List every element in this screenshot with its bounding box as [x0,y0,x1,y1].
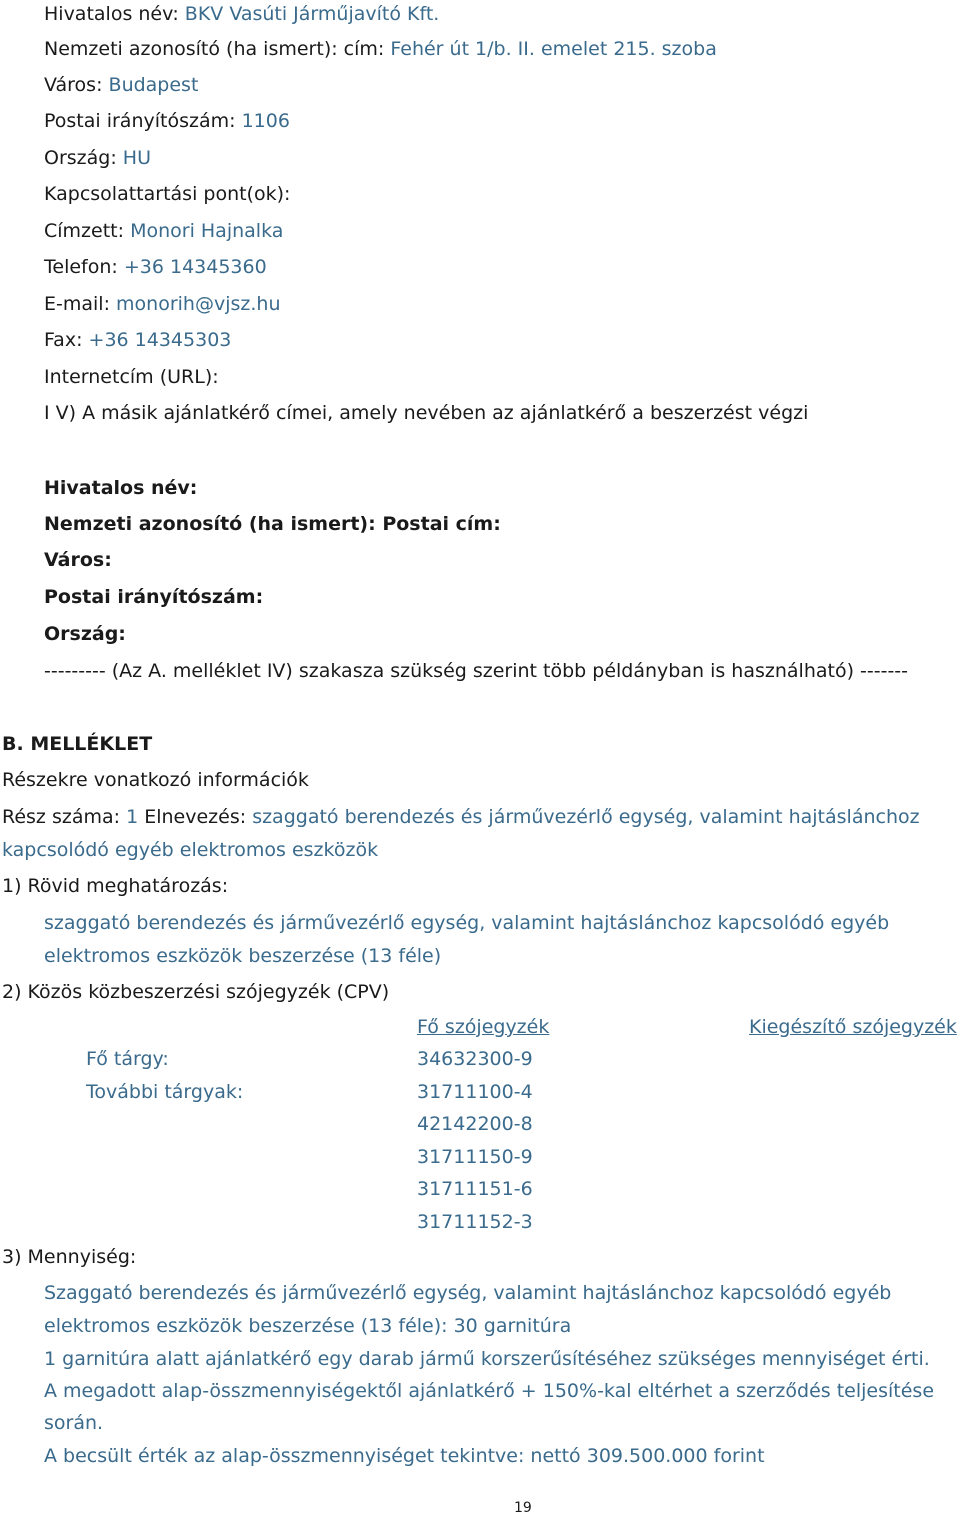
additional-code: 31711151-6 [417,1178,533,1200]
official-name-label: Hivatalos név: [44,3,179,25]
annex-b-title: B. MELLÉKLET [2,733,153,755]
short-description-label: 1) Rövid meghatározás: [2,875,229,897]
country-label: Ország: [44,147,117,169]
official-name-value: BKV Vasúti Járműjavító Kft. [184,3,440,25]
contact-points-label: Kapcsolattartási pont(ok): [44,183,291,205]
phone-value: +36 14345360 [123,256,267,278]
cpv-label: 2) Közös közbeszerzési szójegyzék (CPV) [2,981,390,1003]
part-number-row [2,805,920,829]
quantity-line-2: elektromos eszközök beszerzése (13 féle): 30 garnitúra [44,1315,572,1337]
national-id-row [44,37,717,61]
part-number-label: Rész száma: [2,806,121,828]
recipient-row [44,219,283,243]
section-iv-heading: I V) A másik ajánlatkérő címei, amely nevében az ajánlatkérő a beszerzést végzi [44,402,809,424]
quantity-line-4: A megadott alap-összmennyiségektől ajánlatkérő + 150%-kal eltérhet a szerződés teljesítése [44,1380,935,1402]
additional-code: 31711152-3 [417,1211,533,1233]
cpv-supplementary-header: Kiegészítő szójegyzék [749,1016,957,1038]
email-label: E-mail: [44,293,110,315]
email-value: monorih@vjsz.hu [116,293,281,315]
cpv-main-header: Fő szójegyzék [417,1016,550,1038]
postcode-row [44,109,290,133]
quantity-line-1: Szaggató berendezés és járművezérlő egység, valamint hajtáslánchoz kapcsolódó egyéb [44,1282,892,1304]
short-description-line-1: szaggató berendezés és járművezérlő egység, valamint hajtáslánchoz kapcsolódó egyéb [44,912,890,934]
annex-usage-note: --------- (Az A. melléklet IV) szakasza szükség szerint több példányban is használható) ------- [44,660,909,682]
fax-row [44,328,231,352]
other-official-name: Hivatalos név: [44,477,198,499]
fax-value: +36 14345303 [88,329,232,351]
part-name-value: szaggató berendezés és járművezérlő egység, valamint hajtáslánchoz [252,806,920,828]
quantity-label: 3) Mennyiség: [2,1246,137,1268]
quantity-line-5: során. [44,1412,104,1434]
recipient-label: Címzett: [44,220,125,242]
main-object-code: 34632300-9 [417,1048,533,1070]
main-object-label: Fő tárgy: [86,1048,169,1070]
fax-label: Fax: [44,329,83,351]
phone-row [44,255,267,279]
official-name-row [44,2,439,26]
quantity-line-6: A becsült érték az alap-összmennyiséget tekintve: nettó 309.500.000 forint [44,1445,765,1467]
other-postcode: Postai irányítószám: [44,586,264,608]
city-row [44,73,198,97]
recipient-value: Monori Hajnalka [130,220,284,242]
other-city: Város: [44,549,112,571]
postcode-label: Postai irányítószám: [44,110,236,132]
other-country: Ország: [44,623,126,645]
additional-code: 31711100-4 [417,1081,533,1103]
part-name-label: Elnevezés: [144,806,247,828]
quantity-line-3: 1 garnitúra alatt ajánlatkérő egy darab jármű korszerűsítéséhez szükséges mennyiséget érti. [44,1348,930,1370]
annex-b-subtitle: Részekre vonatkozó információk [2,769,309,791]
url-label: Internetcím (URL): [44,366,219,388]
email-row [44,292,280,316]
other-national-id: Nemzeti azonosító (ha ismert): Postai cím: [44,513,501,535]
country-row [44,146,151,170]
city-value: Budapest [108,74,199,96]
additional-code: 42142200-8 [417,1113,533,1135]
phone-label: Telefon: [44,256,118,278]
national-id-label: Nemzeti azonosító (ha ismert): cím: [44,38,385,60]
additional-objects-label: További tárgyak: [86,1081,244,1103]
city-label: Város: [44,74,103,96]
short-description-line-2: elektromos eszközök beszerzése (13 féle) [44,945,442,967]
postcode-value: 1106 [241,110,290,132]
part-number-value: 1 [126,806,139,828]
country-value: HU [122,147,151,169]
page-number: 19 [514,1500,532,1516]
address-value: Fehér út 1/b. II. emelet 215. szoba [390,38,717,60]
part-name-value-cont: kapcsolódó egyéb elektromos eszközök [2,839,379,861]
additional-code: 31711150-9 [417,1146,533,1168]
